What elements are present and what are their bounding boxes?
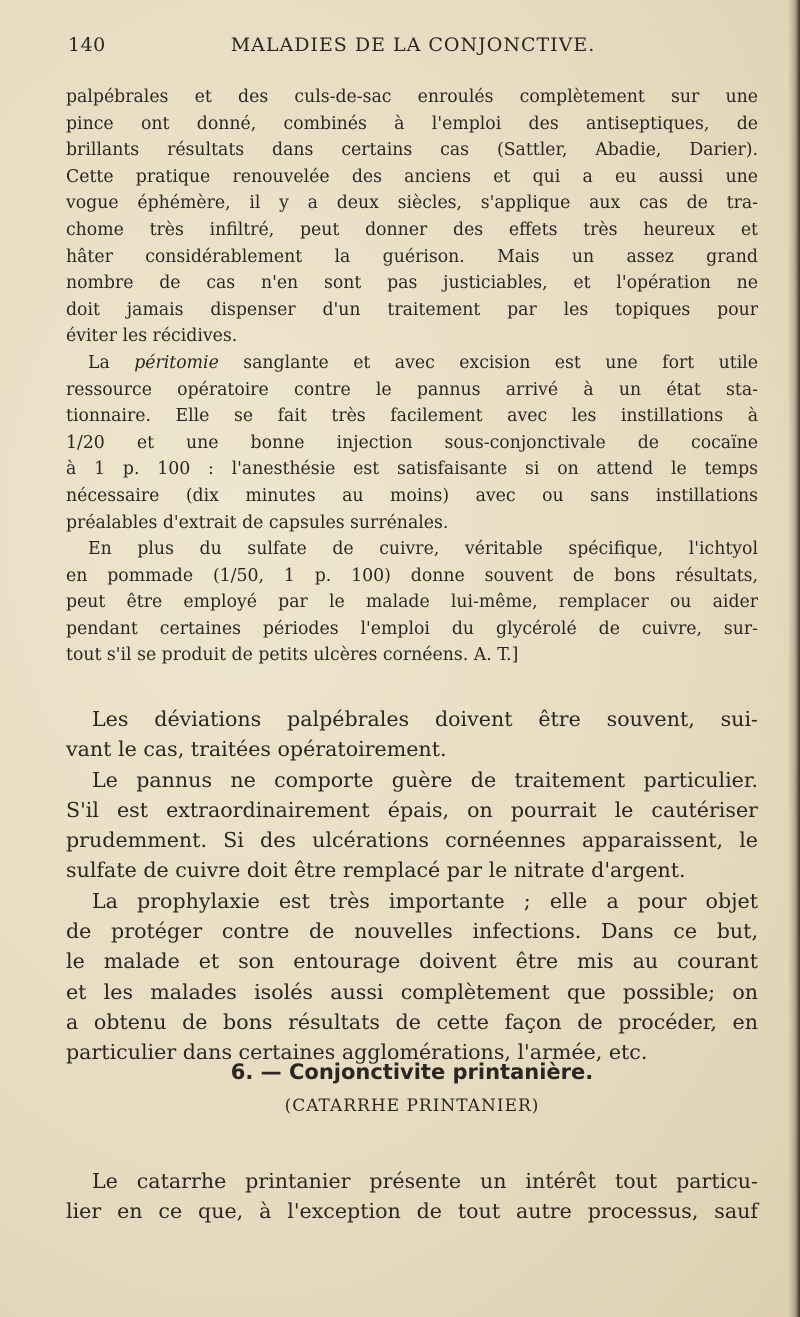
- text-line: S'il est extraordinairement épais, on pourrait le cautériser: [66, 797, 758, 822]
- section-subtitle: (CATARRHE PRINTANIER): [284, 1096, 540, 1116]
- text-line: préalables d'extrait de capsules surrénales.: [66, 512, 449, 533]
- text-line: prudemment. Si des ulcérations cornéennes apparaissent, le: [66, 828, 758, 853]
- text-line: Le catarrhe printanier présente un intérêt tout particu-: [92, 1169, 758, 1193]
- text-line: En plus du sulfate de cuivre, véritable spécifique, l'ichtyol: [88, 539, 758, 560]
- text-line: brillants résultats dans certains cas (Sattler, Abadie, Darier).: [66, 140, 758, 161]
- text-span: sanglante et avec excision est une fort utile: [218, 352, 758, 373]
- italic-term: péritomie: [134, 352, 219, 373]
- text-line: et les malades isolés aussi complètement que possible; on: [66, 979, 758, 1004]
- page-edge-shadow: [788, 0, 800, 1317]
- text-line: nombre de cas n'en sont pas justiciables, et l'opération ne: [66, 273, 758, 294]
- text-line: Les déviations palpébrales doivent être souvent, sui-: [92, 707, 758, 731]
- text-line: sulfate de cuivre doit être remplacé par le nitrate d'argent.: [66, 858, 686, 883]
- text-line: de protéger contre de nouvelles infections. Dans ce but,: [66, 919, 758, 944]
- text-line: hâter considérablement la guérison. Mais un assez grand: [66, 246, 758, 267]
- text-line: ressource opératoire contre le pannus arrivé à un état sta-: [66, 379, 758, 400]
- text-line: en pommade (1/50, 1 p. 100) donne souvent de bons résultats,: [66, 565, 758, 586]
- text-line: a obtenu de bons résultats de cette façon de procéder, en: [66, 1009, 758, 1034]
- text-line: tionnaire. Elle se fait très facilement avec les instillations à: [66, 406, 758, 427]
- text-line: tout s'il se produit de petits ulcères cornéens. A. T.]: [66, 645, 519, 666]
- text-line: pince ont donné, combinés à l'emploi des antiseptiques, de: [66, 113, 758, 134]
- text-line: Cette pratique renouvelée des anciens et qui a eu aussi une: [66, 166, 758, 187]
- text-line: à 1 p. 100 : l'anesthésie est satisfaisante si on attend le temps: [66, 459, 758, 480]
- text-line: vogue éphémère, il y a deux siècles, s'applique aux cas de tra-: [66, 193, 758, 214]
- text-line: chome très infiltré, peut donner des effets très heureux et: [66, 219, 758, 240]
- page-number: 140: [68, 34, 106, 56]
- text-line: peut être employé par le malade lui-même, remplacer ou aider: [66, 592, 758, 613]
- peritomie-first-line: [66, 350, 758, 377]
- text-line: nécessaire (dix minutes au moins) avec ou sans instillations: [66, 485, 758, 506]
- text-line: doit jamais dispenser d'un traitement par les topiques pour: [66, 299, 758, 320]
- text-line: 1/20 et une bonne injection sous-conjonctivale de cocaïne: [66, 432, 758, 453]
- text-line: palpébrales et des culs-de-sac enroulés complètement sur une: [66, 87, 758, 107]
- text-line: pendant certaines périodes l'emploi du glycérolé de cuivre, sur-: [66, 618, 758, 639]
- page-header: [68, 34, 758, 64]
- small-print-notes: [66, 84, 758, 669]
- running-title: MALADIES DE LA CONJONCTIVE.: [230, 34, 596, 56]
- section-text: [66, 1166, 758, 1227]
- text-line: particulier dans certaines agglomérations, l'armée, etc.: [66, 1040, 648, 1065]
- text-line: éviter les récidives.: [66, 326, 238, 347]
- text-line: vant le cas, traitées opératoirement.: [66, 737, 447, 762]
- text-line: Le pannus ne comporte guère de traitement particulier.: [92, 767, 758, 792]
- text-line: le malade et son entourage doivent être mis au courant: [66, 949, 758, 974]
- text-line: lier en ce que, à l'exception de tout autre processus, sauf: [66, 1199, 758, 1224]
- section-heading: 6. — Conjonctivite printanière.: [230, 1060, 594, 1084]
- main-text: [66, 704, 758, 1068]
- text-line: La prophylaxie est très importante ; elle a pour objet: [92, 888, 758, 913]
- text-span: La: [88, 352, 135, 373]
